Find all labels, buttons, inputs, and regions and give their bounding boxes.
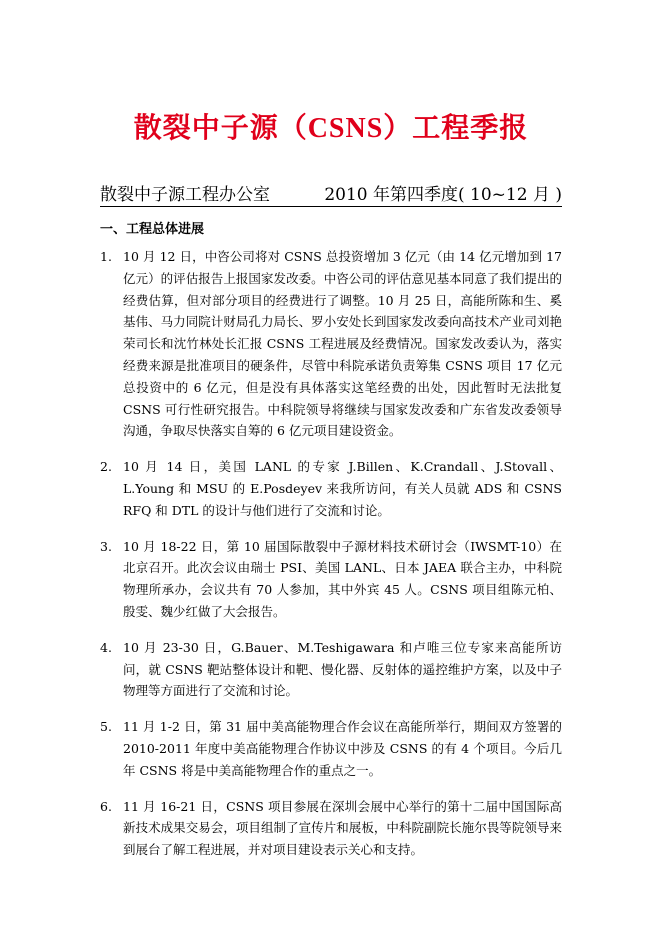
list-item: [100, 536, 562, 623]
item-text: 10 月 23-30 日，G.Bauer、M.Teshigawara 和卢唯三位专家来高能所访问，就 CSNS 靶站整体设计和靶、慢化器、反射体的遥控维护方案，以及中子物理等方面进行了交流和讨论。: [123, 639, 562, 699]
item-number: 6.: [100, 798, 112, 814]
list-item: [100, 246, 562, 442]
list-item: [100, 456, 562, 521]
list-item: [100, 637, 562, 702]
item-number: 5.: [100, 719, 112, 735]
header-divider: [100, 206, 562, 207]
office-name: 散裂中子源工程办公室: [100, 185, 270, 205]
item-number: 3.: [100, 538, 112, 554]
section-heading: 一、工程总体进展: [100, 222, 205, 237]
item-text: 11 月 1-2 日，第 31 届中美高能物理合作会议在高能所举行，期间双方签署的 2010-2011 年度中美高能物理合作协议中涉及 CSNS 的有 4 个项目。今后几年 CSNS 将是中美高能物理合作的重点之一。: [123, 719, 562, 778]
item-text: 10 月 18-22 日，第 10 届国际散裂中子源材料技术研讨会（IWSMT-10）在北京召开。此次会议由瑞士 PSI、美国 LANL、日本 JAEA 联合主办，中科院物理所承办，会议共有 70 人参加，其中外宾 45 人。CSNS 项目组陈元柏、殷雯、魏少红做了大会报告。: [123, 538, 562, 619]
item-number: 2.: [100, 459, 112, 475]
item-text: 10 月 14 日，美国 LANL 的专家 J.Billen、K.Crandall、J.Stovall、L.Young 和 MSU 的 E.Posdeyev 来我所访问，有关人员就 ADS 和 CSNS RFQ 和 DTL 的设计与他们进行了交流和讨论。: [123, 459, 562, 518]
item-number: 1.: [100, 249, 112, 264]
report-header: [100, 180, 562, 206]
item-text: 10 月 12 日，中咨公司将对 CSNS 总投资增加 3 亿元（由 14 亿元增加到 17 亿元）的评估报告上报国家发改委。中咨公司的评估意见基本同意了我们提出的经费估算，但对部分项目的经费进行了调整。10 月 25 日，高能所陈和生、奚基伟、马力同院计财局孔力局长、罗小安处长到国家发改委向高技术产业司刘艳荣司长和沈竹林处长汇报 CSNS 工程进展及经费情况。国家发改委认为，落实经费来源是批准项目的硬条件，尽管中科院承诺负责筹集 CSNS 项目 17 亿元总投资中的 6 亿元，但是没有具体落实这笔经费的出处，因此暂时无法批复 CSNS 可行性研究报告。中科院领导将继续与国家发改委和广东省发改委领导沟通，争取尽快落实自筹的 6 亿元项目建设资金。: [123, 249, 562, 439]
list-item: [100, 716, 562, 781]
report-period: 2010 年第四季度( 10~12 月 ): [324, 185, 562, 205]
item-number: 4.: [100, 639, 112, 655]
page-title: 散裂中子源（CSNS）工程季报: [133, 113, 529, 144]
progress-list: [100, 246, 562, 875]
item-text: 11 月 16-21 日，CSNS 项目参展在深圳会展中心举行的第十二届中国国际高新技术成果交易会，项目组制了宣传片和展板，中科院副院长施尔畏等院领导来到展台了解工程进展，并对项目建设表示关心和支持。: [123, 798, 562, 858]
list-item: [100, 796, 562, 861]
